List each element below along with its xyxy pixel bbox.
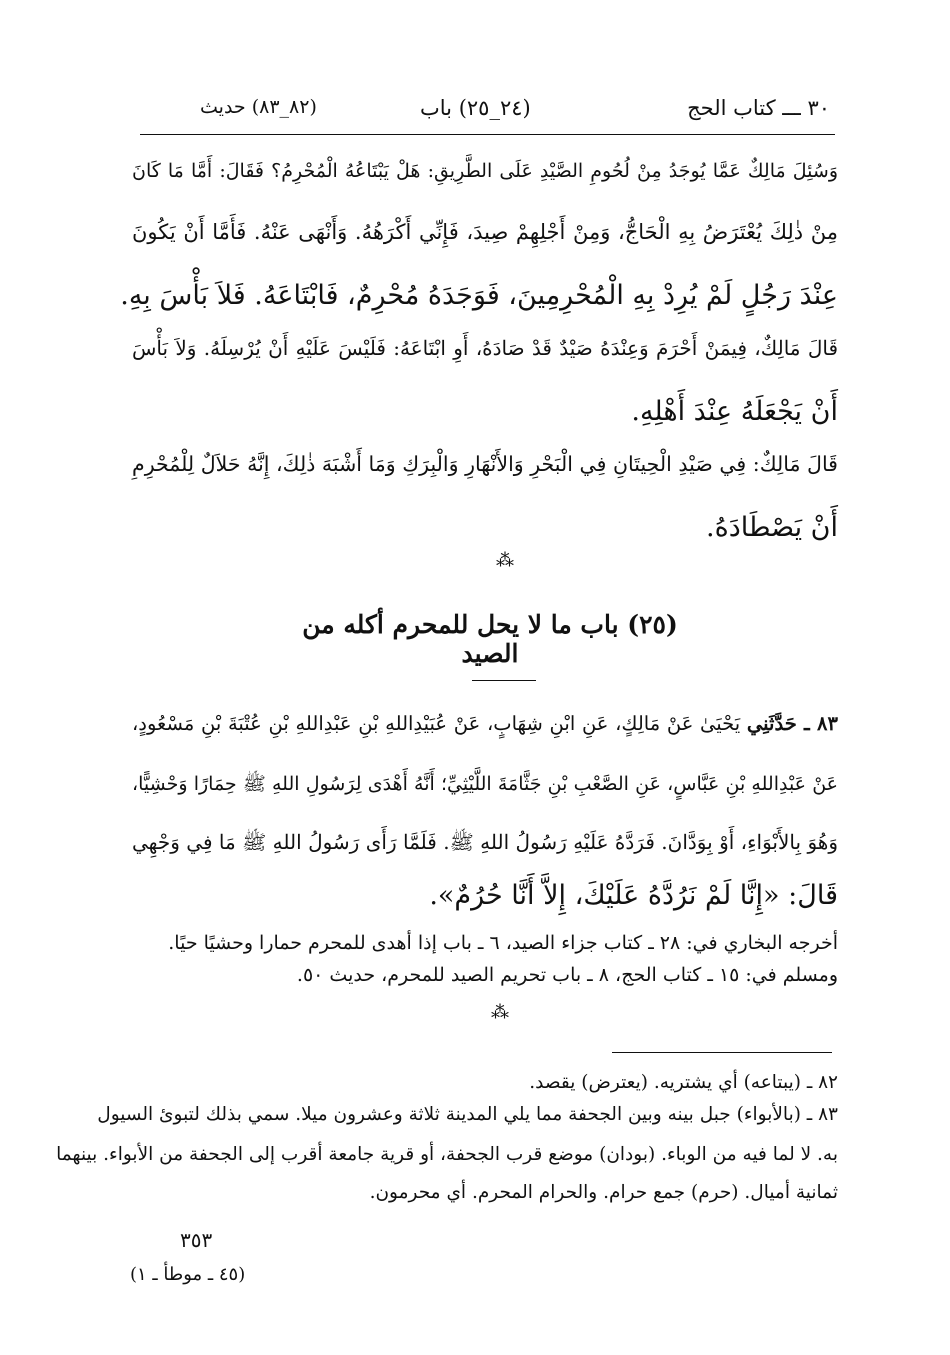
ornament: ⁂	[496, 550, 514, 571]
text-line: أَنْ يَصْطَادَهُ.	[706, 512, 838, 543]
footnote: ٨٢ ـ (يبتاعه) أي يشتريه. (يعترض) يقصد.	[529, 1072, 838, 1093]
ornament: ⁂	[491, 1002, 509, 1023]
page-number: ٣٥٣	[180, 1228, 213, 1252]
source-reference: أخرجه البخاري في: ٢٨ ـ كتاب جزاء الصيد، ٦ ـ باب إذا أهدى للمحرم حمارا وحشيًا حيًا.	[168, 932, 838, 954]
header-book-page: ٣٠ ـــ كتاب الحج	[687, 96, 830, 120]
hadith-text: يَحْيَىٰ عَنْ مَالِكٍ، عَنِ ابْنِ شِهَابٍ، عَنْ عُبَيْدِاللهِ بْنِ عَبْدِاللهِ بْنِ عُتْبَةَ بْنِ مَسْعُودٍ،	[132, 712, 741, 735]
hadith-line	[132, 712, 838, 735]
text-line: قَالَ مَالِكٌ، فِيمَنْ أَحْرَمَ وَعِنْدَهُ صَيْدٌ قَدْ صَادَهُ، أَوِ ابْتَاعَهُ: فَلَيْسَ عَلَيْهِ أَنْ يُرْسِلَهُ. وَلاَ بَأْسَ	[132, 336, 838, 360]
hadith-number: ٨٣ ـ حَدَّثَنِي	[746, 712, 838, 735]
text-line: عِنْدَ رَجُلٍ لَمْ يُرِدْ بِهِ الْمُحْرِمِينَ، فَوَجَدَهُ مُحْرِمٌ، فَابْتَاعَهُ. فَلاَ بَأْسَ بِهِ.	[120, 280, 838, 311]
source-reference: ومسلم في: ١٥ ـ كتاب الحج، ٨ ـ باب تحريم الصيد للمحرم، حديث ٥٠.	[296, 964, 838, 986]
hadith-line: قَالَ: «إِنَّا لَمْ نَرُدَّهُ عَلَيْكَ، إِلاَّ أَنَّا حُرُمٌ».	[429, 880, 838, 911]
text-line: قَالَ مَالِكٌ: فِي صَيْدِ الْحِيتَانِ فِي الْبَحْرِ وَالأَنْهَارِ وَالْبِرَكِ وَمَا أَشْبَهَ ذٰلِكَ، إِنَّهُ حَلاَلٌ لِلْمُحْرِمِ	[132, 452, 838, 476]
footnote: ثمانية أميال. (حرم) جمع حرام. والحرام المحرم. أي محرمون.	[369, 1182, 838, 1203]
text-line: مِنْ ذٰلِكَ يُعْتَرَضُ بِهِ الْحَاجُّ، وَمِنْ أَجْلِهِمْ صِيدَ، فَإِنِّي أَكْرَهُهُ. وَأَنْهَى عَنْهُ. فَأَمَّا أَنْ يَكُونَ	[132, 220, 838, 244]
footnote: به. لا لما فيه من الوباء. (بودان) موضع قرب الجحفة، أو قرية جامعة أقرب إلى الجحفة من الأبواء. بينهما	[56, 1144, 838, 1165]
header-chapters: (٢٤_٢٥) باب	[420, 96, 531, 120]
text-line: أَنْ يَجْعَلَهُ عِنْدَ أَهْلِهِ.	[631, 396, 838, 427]
chapter-title: (٢٥) باب ما لا يحل للمحرم أكله من الصيد	[302, 610, 678, 668]
printer-signature: (٤٥ ـ موطأ ـ ١)	[130, 1264, 246, 1285]
header-hadiths: (٨٢_٨٣) حديث	[200, 96, 317, 118]
header-rule	[140, 134, 835, 135]
footnote-rule	[612, 1052, 832, 1053]
title-rule	[472, 680, 536, 681]
hadith-line: عَنْ عَبْدِاللهِ بْنِ عَبَّاسٍ، عَنِ الصَّعْبِ بْنِ جَثَّامَةَ اللَّيْثِيِّ؛ أَنَّهُ أَهْدَى لِرَسُولِ اللهِ ﷺ حِمَارًا وَحْشِيًّا،	[132, 773, 838, 795]
running-header	[140, 96, 830, 126]
text-line: وَسُئِلَ مَالِكٌ عَمَّا يُوجَدُ مِنْ لُحُومِ الصَّيْدِ عَلَى الطَّرِيقِ: هَلْ يَبْتَاعُهُ الْمُحْرِمُ؟ فَقَالَ: أَمَّا مَا كَانَ	[132, 160, 838, 182]
footnote: ٨٣ ـ (بالأبواء) جبل بينه وبين الجحفة مما يلي المدينة ثلاثة وعشرون ميلا. سمي بذلك لتبوئ السيول	[97, 1104, 838, 1125]
hadith-line: وَهُوَ بِالأَبْوَاءِ، أَوْ بِوَدَّانَ. فَرَدَّهُ عَلَيْهِ رَسُولُ اللهِ ﷺ. فَلَمَّا رَأَى رَسُولُ اللهِ ﷺ مَا فِي وَجْهِي	[132, 830, 838, 854]
